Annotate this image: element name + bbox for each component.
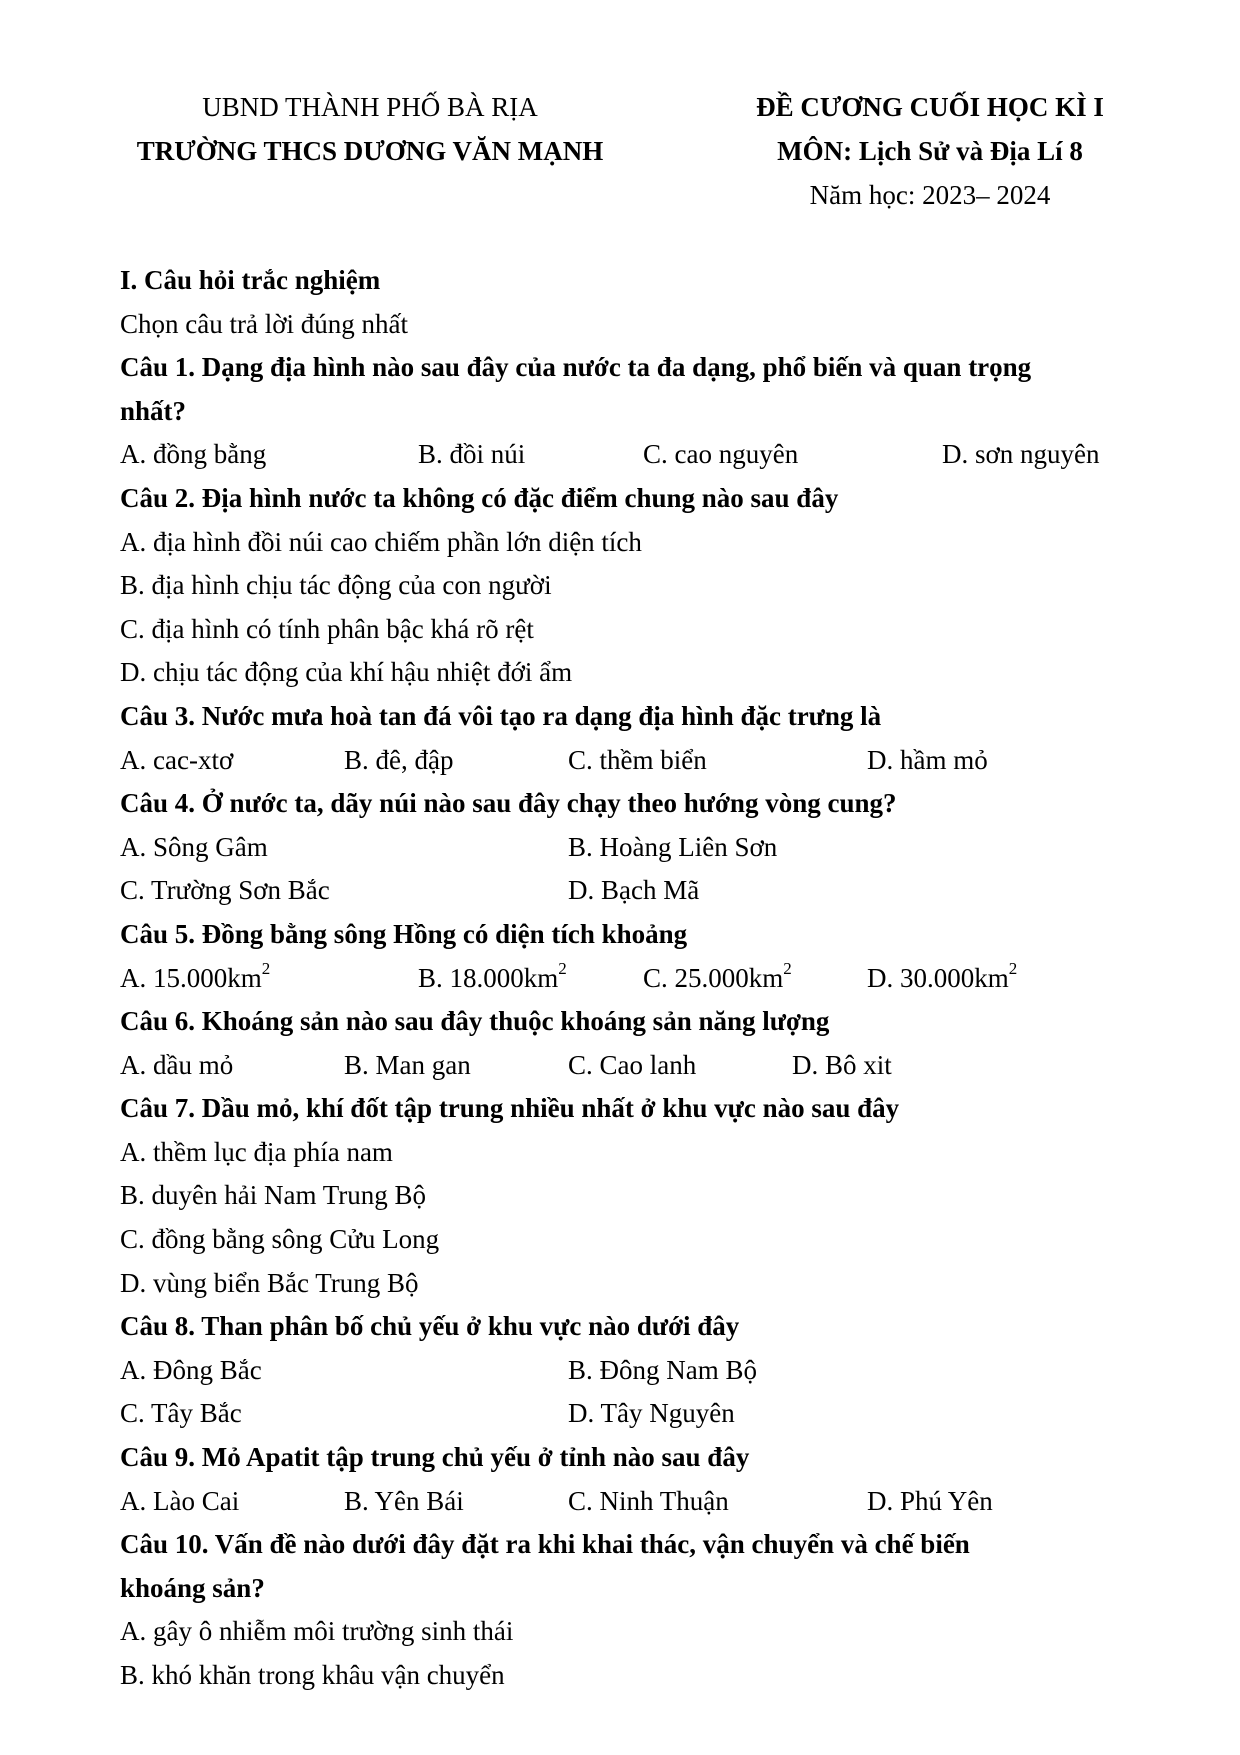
- options-row: [120, 1349, 1120, 1393]
- question-9: Câu 9. Mỏ Apatit tập trung chủ yếu ở tỉnh nào sau đây: [120, 1442, 750, 1473]
- question-1: Câu 1. Dạng địa hình nào sau đây của nước ta đa dạng, phổ biến và quan trọng: [120, 352, 1032, 383]
- option-c: C. $25.000km^2$: [643, 958, 792, 993]
- question-10: Câu 10. Vấn đề nào dưới đây đặt ra khi khai thác, vận chuyển và chế biến: [120, 1529, 970, 1560]
- question-6: Câu 6. Khoáng sản nào sau đây thuộc khoáng sản năng lượng: [120, 1006, 830, 1037]
- option-b: B. đồi núi: [418, 439, 526, 470]
- options-row: [120, 957, 1120, 1001]
- option-c: C. đồng bằng sông Cửu Long: [120, 1224, 440, 1255]
- option-d: D. Bô xit: [792, 1049, 892, 1080]
- option-d: D. sơn nguyên: [942, 439, 1100, 470]
- options-row: [120, 739, 1120, 783]
- header-right: [700, 85, 1160, 217]
- option-b: B. Man gan: [344, 1049, 471, 1080]
- option-a: A. $15.000km^2$: [120, 958, 271, 993]
- options-row: [120, 1392, 1120, 1436]
- question-7: Câu 7. Dầu mỏ, khí đốt tập trung nhiều nhất ở khu vực nào sau đây: [120, 1093, 900, 1124]
- school-year: Năm học: 2023– 2024: [809, 180, 1051, 210]
- option-a: A. dầu mỏ: [120, 1049, 234, 1080]
- option-c: C. địa hình có tính phân bậc khá rõ rệt: [120, 613, 534, 644]
- options-row: [120, 433, 1120, 477]
- section-title: I. Câu hỏi trắc nghiệm: [120, 265, 381, 295]
- school-name: TRƯỜNG THCS DƯƠNG VĂN MẠNH: [136, 136, 604, 166]
- question-8: Câu 8. Than phân bố chủ yếu ở khu vực nào dưới đây: [120, 1311, 740, 1342]
- question-1-cont: nhất?: [120, 395, 187, 426]
- option-a: A. cac-xtơ: [120, 744, 234, 775]
- document-title: ĐỀ CƯƠNG CUỐI HỌC KÌ I: [756, 92, 1104, 122]
- unit-exponent: 2: [558, 958, 567, 978]
- option-d: D. vùng biển Bắc Trung Bộ: [120, 1267, 419, 1298]
- option-b: B. duyên hải Nam Trung Bộ: [120, 1180, 427, 1211]
- question-5: Câu 5. Đồng bằng sông Hồng có diện tích khoảng: [120, 918, 688, 949]
- question-3: Câu 3. Nước mưa hoà tan đá vôi tạo ra dạng địa hình đặc trưng là: [120, 700, 882, 731]
- unit-exponent: 2: [1008, 958, 1018, 978]
- option-c: C. thềm biển: [568, 744, 707, 775]
- option-c: C. Cao lanh: [568, 1049, 697, 1080]
- option-b: B. địa hình chịu tác động của con người: [120, 570, 552, 601]
- district-name: UBND THÀNH PHỐ BÀ RỊA: [202, 92, 538, 122]
- option-d: D. $30.000km^2$: [867, 958, 1018, 993]
- option-d: D. Tây Nguyên: [568, 1398, 735, 1429]
- subject-line: MÔN: Lịch Sử và Địa Lí 8: [777, 136, 1083, 166]
- option-d: D. Bạch Mã: [568, 875, 700, 906]
- question-10-cont: khoáng sản?: [120, 1572, 265, 1603]
- options-row: [120, 1044, 1120, 1088]
- option-a: A. địa hình đồi núi cao chiếm phần lớn diện tích: [120, 526, 642, 557]
- option-a: A. Đông Bắc: [120, 1354, 262, 1385]
- option-b: B. Đông Nam Bộ: [568, 1354, 757, 1385]
- option-b: B. $18.000km^2$: [418, 958, 567, 993]
- option-d: D. Phú Yên: [867, 1485, 993, 1516]
- section-instruction: Chọn câu trả lời đúng nhất: [120, 308, 408, 339]
- option-a: A. Lào Cai: [120, 1485, 240, 1516]
- option-a: A. gây ô nhiễm môi trường sinh thái: [120, 1616, 514, 1647]
- option-b: B. đê, đập: [344, 744, 454, 775]
- option-a: A. Sông Gâm: [120, 831, 268, 862]
- options-row: [120, 869, 1120, 913]
- option-c: C. Tây Bắc: [120, 1398, 242, 1429]
- option-b: B. khó khăn trong khâu vận chuyển: [120, 1660, 505, 1690]
- option-b: B. Yên Bái: [344, 1485, 464, 1516]
- option-c: C. Trường Sơn Bắc: [120, 875, 330, 906]
- options-row: [120, 1480, 1120, 1524]
- question-2: Câu 2. Địa hình nước ta không có đặc điểm chung nào sau đây: [120, 482, 839, 513]
- unit-exponent: 2: [783, 958, 792, 978]
- option-d: D. hầm mỏ: [867, 744, 988, 775]
- option-a: A. thềm lục địa phía nam: [120, 1136, 393, 1167]
- question-4: Câu 4. Ở nước ta, dãy núi nào sau đây chạy theo hướng vòng cung?: [120, 788, 897, 819]
- unit-exponent: 2: [261, 958, 271, 978]
- exam-content: [120, 259, 1120, 1698]
- option-c: C. cao nguyên: [643, 439, 799, 470]
- option-a: A. đồng bằng: [120, 439, 267, 470]
- options-row: [120, 826, 1120, 870]
- option-c: C. Ninh Thuận: [568, 1485, 729, 1516]
- option-d: D. chịu tác động của khí hậu nhiệt đới ẩm: [120, 657, 573, 688]
- option-b: B. Hoàng Liên Sơn: [568, 831, 778, 862]
- header-left: [110, 85, 630, 173]
